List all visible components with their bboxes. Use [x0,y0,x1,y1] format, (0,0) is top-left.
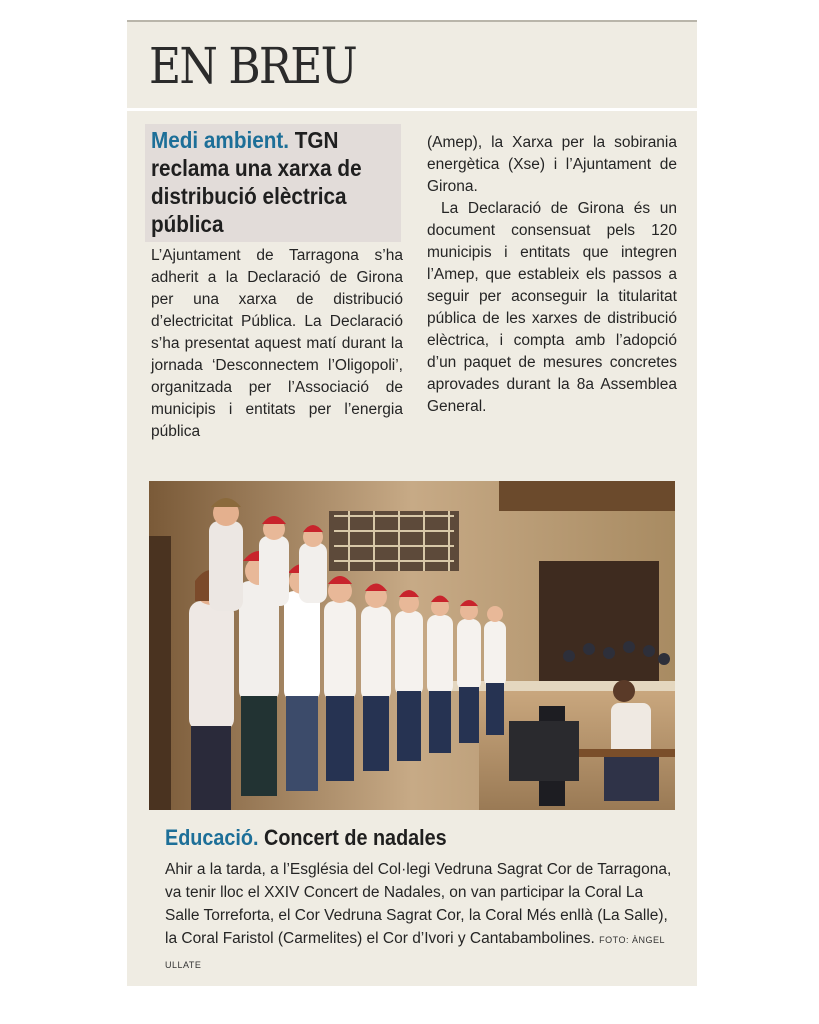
article-column-2 [427,132,677,418]
article-paragraph: La Declaració de Girona és un document consensuat pels 120 municipis i entitats que integren l’Amep, que estableix els passos a seguir per aconseguir la titularitat pública de les xarxes de distribució elèctrica, i compta amb l’adopció d’un paquet de mesures concretes aprovades durant la 8a Assemblea General. [427,200,677,415]
caption-text: Ahir a la tarda, a l’Església del Col·legi Vedruna Sagrat Cor de Tarragona, va tenir lloc el XXIV Concert de Nadales, on van participar la Coral La Salle Torreforta, el Cor Vedruna Sagrat Cor, la Coral Més enllà (La Salle), la Coral Faristol (Carmelites) el Cor d’Ivori y Cantabambolines. [165,861,672,947]
article-column-1: L’Ajuntament de Tarragona s’ha adherit a la Declaració de Girona per una xarxa de distribució d’electricitat Pública. La Declaració s’ha presentat aquest matí durant la jornada ‘Desconnectem l’Oligopoli’, organitzada per l’Associació de municipis i entitats per l’energia pública [151,247,403,440]
caption-title: Concert de nadales [264,825,447,850]
caption-body [165,858,675,977]
headline-box [145,124,401,242]
article-headline [151,126,378,238]
photo-credit: FOTO: ÀNGEL ULLATE [165,935,665,970]
news-panel [127,20,697,986]
article-paragraph: (Amep), la Xarxa per la sobirania energètica (Xse) i l’Ajuntament de Girona. [427,134,677,195]
section-header [127,20,697,109]
article-headline-text: TGN reclama una xarxa de distribució elèctrica pública [151,127,362,237]
section-divider [127,108,697,111]
caption-kicker: Educació. [165,825,259,850]
concert-photo-illustration [149,481,675,810]
caption-headline [165,824,447,852]
article-kicker: Medi ambient. [151,127,290,153]
concert-photo [149,481,675,810]
section-title: EN BREU [149,37,356,95]
